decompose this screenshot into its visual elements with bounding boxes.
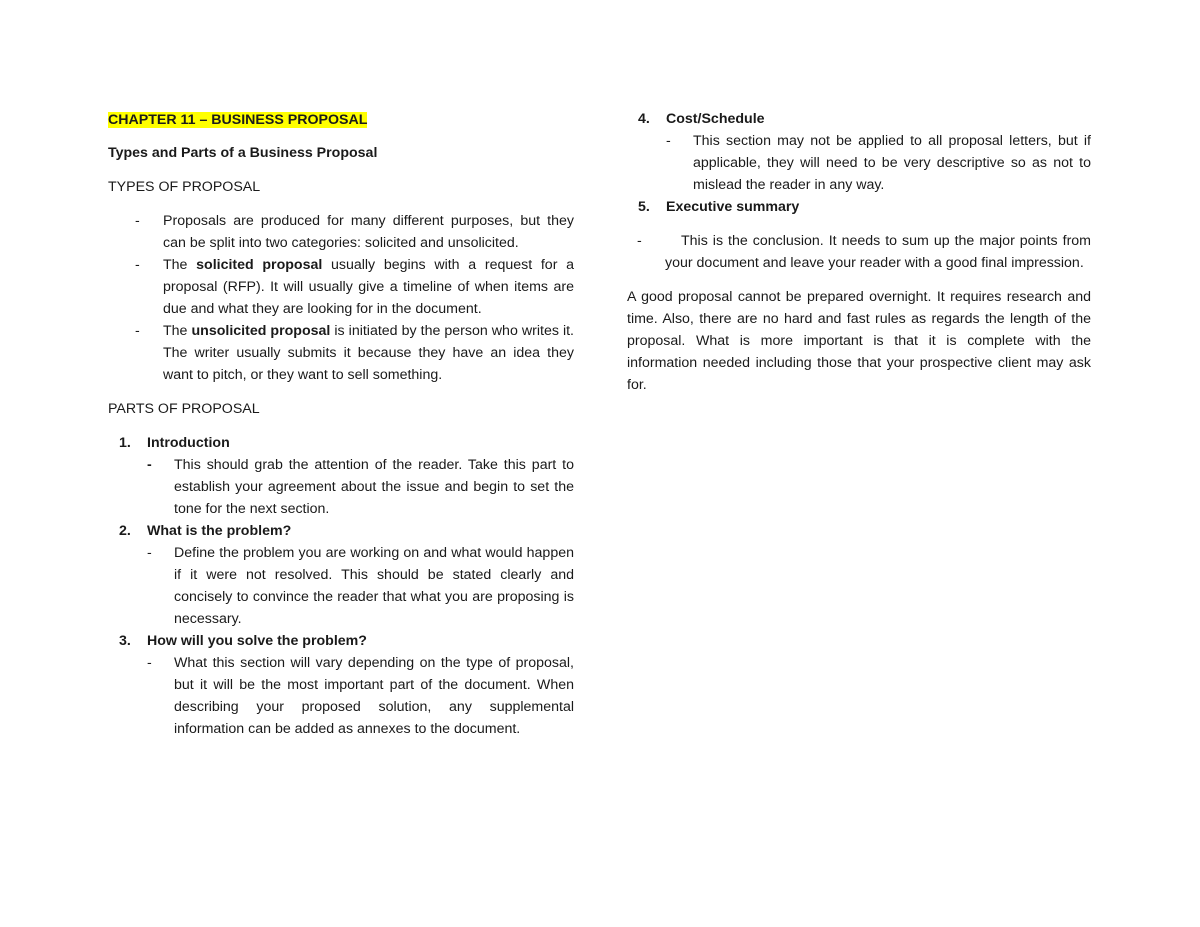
solicited-term: solicited proposal	[196, 257, 323, 273]
types-list-item: - The unsolicited proposal is initiated by the person who writes it. The writer usually submits it because they have an idea they want to pitch, or they want to sell something.	[135, 323, 574, 383]
right-column	[627, 108, 1091, 396]
part-heading: 3. How will you solve the problem?	[119, 633, 367, 649]
parts-heading: PARTS OF PROPOSAL	[108, 401, 260, 417]
part-heading: 5. Executive summary	[638, 199, 800, 215]
left-column	[108, 108, 574, 740]
unsolicited-term: unsolicited proposal	[191, 323, 331, 339]
part-heading: 2. What is the problem?	[119, 523, 292, 539]
types-list-item: - The solicited proposal usually begins with a request for a proposal (RFP). It will usually give a timeline of when items are due and what they are looking for in the document.	[135, 257, 574, 317]
part-description: - This is the conclusion. It needs to sum up the major points from your document and leave your reader with a good final impression.	[637, 233, 1091, 271]
closing-paragraph: A good proposal cannot be prepared overnight. It requires research and time. Also, there are no hard and fast rules as regards the length of the proposal. What is more important is that it is complete with the information needed including those that your prospective client may ask for.	[627, 289, 1091, 393]
types-list-item: - Proposals are produced for many different purposes, but they can be split into two categories: solicited and unsolicited.	[135, 213, 574, 251]
types-heading: TYPES OF PROPOSAL	[108, 179, 261, 195]
parts-list	[108, 432, 574, 740]
part-description: - This section may not be applied to all proposal letters, but if applicable, they will need to be very descriptive so as not to mislead the reader in any way.	[666, 133, 1091, 193]
chapter-title: CHAPTER 11 – BUSINESS PROPOSAL	[108, 112, 368, 128]
part-heading: 1. Introduction	[119, 435, 230, 451]
types-list	[108, 210, 574, 386]
part-description: - This should grab the attention of the reader. Take this part to establish your agreement about the issue and begin to set the tone for the next section.	[147, 457, 574, 517]
part-description: - Define the problem you are working on and what would happen if it were not resolved. This should be stated clearly and concisely to convince the reader that what you are proposing is necessary.	[147, 545, 574, 627]
part-description: - What this section will vary depending on the type of proposal, but it will be the most important part of the document. When describing your proposed solution, any supplemental information can be added as annexes to the document.	[147, 655, 574, 737]
subtitle: Types and Parts of a Business Proposal	[108, 145, 378, 161]
part-heading: 4. Cost/Schedule	[638, 111, 765, 127]
